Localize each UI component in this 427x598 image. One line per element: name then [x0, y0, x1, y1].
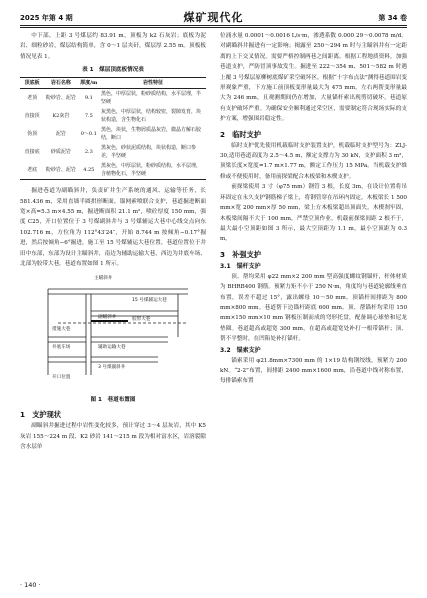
paragraph: 位涌水量 0.0001～0.0016 L/s·m，渗透系数 0.000 29～0.0078 m/d。对副瞄斜井掘进有一定影响；揭露至 250～294 m 时与主瞄斜井有一定距离的上下交叉情况。需要严格控制两巷之间距离。根据工程地质资料，加强巷道支护，严防冒顶事故发生。掘进至 222～354 m、501～582 m 时遇上覆 3 号煤层原柳树底煤矿采空破坏区，根据“十字布点法”测得巷道围岩变形观象严重，下方施工前顶板变形量最大为 475 mm，左右两帮变形量最大为 246 mm，且观测期间仍在增加，大量锚杆索出现剪切破坏，巷道原有支护破坏严重。为确保安全顺利通过采空区，需要制定符合现场实际的支护方案，增强围岩稳定性。: [220, 33, 407, 123]
paragraph: 顶、帮均采用 φ22 mm×2 200 mm 型高强度螺纹钢锚杆，杆体材质为 BHRB400 钢筋。预紧力矩不小于 250 N·m，角度均与巷道轮廓线垂直布置，误差不超过 15°，露出螺母 10～50 mm。顶锚杆间排距为 800 mm×800 mm。巷道帮下边锚杆距底 600 mm。顶、帮锚杆均采用 150 mm×150 mm×10 mm 钢板压制而成的弯形托盘，配备调心球垫和尼龙垫圈。巷道超高或超宽 300 mm，在超高或超宽处补打一根带锚杆；顶、帮不平整时，在凹陷处补打锚杆。: [220, 273, 407, 343]
table-cell: 老底: [20, 161, 44, 180]
table-row: [20, 125, 206, 143]
table-header-cell: 厚度/m: [78, 78, 100, 89]
figure-label: 3 号煤副斜井: [98, 365, 126, 371]
table-cell: 粉砂岩、泥岩: [45, 95, 76, 102]
paragraph: 副瞄斜井掘进过程中岩性变化较多，预计穿过 3～4 层灰岩，其中 K5 灰岩 155～224 m 段、K2 砂岩 141～215 m 段为相对富水区，岩溶裂隙含水层单: [20, 423, 206, 451]
table-row: [20, 89, 206, 108]
subsection-heading: 3.1 锚杆支护: [220, 262, 261, 270]
table-row: [20, 161, 206, 180]
table-cell: 直接顶: [24, 113, 40, 120]
table-caption: 表 1 煤层顶底板情况表: [82, 67, 144, 74]
header-rule-thin: [20, 27, 407, 28]
table-cell: 黑色，中厚层状，粉砂质结构，水平层理，半坚硬: [100, 91, 201, 106]
right-column: [220, 31, 407, 387]
table-cell: 黑灰色，中厚层状，粉砂质结构，水平层理，含植物化石，半坚硬: [100, 161, 206, 180]
page-number: · 140 ·: [20, 581, 41, 589]
table-header-cell: 岩性特征: [100, 78, 206, 89]
table-cell: 老顶: [27, 95, 38, 102]
table-header-cell: 岩石名称: [44, 78, 77, 89]
journal-title: 煤矿现代化: [183, 11, 244, 24]
volume-label: 第 34 卷: [378, 14, 407, 22]
page-header: [20, 9, 407, 25]
table-cell: 0～0.1: [80, 131, 97, 138]
figure-label: 开口位置: [52, 375, 71, 381]
paragraph: 中下部，上距 3 号煤层约 83.91 m，顶板为 k2 石灰岩；底板为泥岩、细粒砂岩，煤层结构简单，含 0～1 层夹矸，煤层厚 2.55 m。顶板板情况见表 1。: [20, 33, 206, 60]
roadway-layout-figure: [28, 275, 198, 393]
table-cell: 4.25: [78, 161, 100, 180]
table-cell: 黑灰色，砂状泥质结构，块状构造，断口参差，半坚硬: [100, 145, 196, 160]
table-row: [20, 143, 206, 161]
subsection-heading: 3.2 锚索支护: [220, 346, 261, 354]
table-cell: K2灰岩: [52, 113, 70, 120]
figure-label: 辅助运输大巷: [98, 345, 126, 351]
table-cell: 9.1: [84, 95, 93, 102]
figure-label: 措施大巷: [52, 327, 71, 333]
table-cell: 灰黑色，中厚层状，结构较密，裂隙发育，块状构造，含生物化石: [100, 109, 201, 124]
figure-label: 副瞄斜井: [98, 315, 117, 321]
paragraph: 锚索采用 φ21.8mm×7300 mm 的 1×19 结构钢绞线，预紧力 200 kN。“2-2”布置，间排距 2400 mm×1600 mm，沿巷道中线对称布置，每排锚索布置: [220, 357, 407, 385]
table-cell: 伪顶: [27, 131, 38, 138]
table-cell: 7.5: [84, 113, 93, 120]
table-cell: 砂质泥岩: [50, 149, 71, 156]
figure-caption: 图 1 巷道布置图: [90, 397, 136, 404]
paragraph: 掘进巷道为副瞄斜井，负责矿井生产系统的通风、运输等任务，长 581.436 m，采用直墙半圆拱形断面，锚网索喷联合支护，巷道掘进断面宽×高=5.3 m×4.55 m，掘进断面积 21.1 m²，喷砼厚度 150 mm，强度 C25，开口位置位于 3 号煤副斜井与 3 号煤辅运大巷中心线交点向东 102.716 m，方位角为 112°43′24″，开始 8.744 m 按倾角−0.17°掘进，然后按倾角−6°掘进，施工至 15 号煤辅运大巷位置。巷道位置位于井田中东部，东部为设计主瞄斜井，南边为辅助运输大巷，西边为井底车场、北部为胶带大巷。巷道布置如图 1 所示。: [20, 188, 206, 268]
section-heading: 2 临时支护: [220, 129, 261, 139]
table-header-cell: 顶底板: [20, 78, 44, 89]
figure-label: 主瞄斜井: [94, 276, 113, 282]
section-heading: 3 补强支护: [220, 249, 261, 259]
table-cell: 泥岩: [55, 131, 66, 138]
paragraph: 前探梁使用 3 寸（φ75 mm）钢管 3 根，长度 3m，在设计位置将吊环固定在永久支护钢筋梯子梁上，将钢管穿在吊环内固定。木板梁长 1 500 mm×宽 200 mm×厚 50 mm，梁上方木板梁超出顶面失，木楔刹牢固，木板梁间隔不大于 100 mm，严禁空顶作业。机载前探梁间距 2 根不于，最大最小空顶距如图 3 所示，最大空顶距为 1.1 m，最小空顶距为 0.3 m。: [220, 184, 407, 243]
left-column: [20, 31, 206, 453]
table-cell: 粉砂岩、泥岩: [44, 161, 77, 180]
figure-label: 井底车场: [52, 345, 71, 351]
issue-label: 2025 年第 4 期: [20, 14, 73, 22]
table-cell: 直接底: [24, 149, 40, 156]
table-cell: 黑色，块状，生物屑质晶灰岩，微晶方解石胶结，断口: [100, 127, 201, 142]
paragraph: 临时支护优先使用机载临时支护装置支护，机载临时支护型号为：ZLJ-30,适用巷道高度为 2.5～4.5 m，额定支撑力为 30 kN，支护面积 3 m²，顶梁长度×宽度=1.7 m×1.77 m，额定工作压力 15 MPa。当机载支护维修或不便使用时，备用前探梁配合木板梁和木楔支护。: [220, 142, 407, 180]
table-row: [20, 107, 206, 125]
figure-label: 15 号煤辅运大巷: [132, 298, 167, 304]
header-rule: [20, 25, 407, 26]
section-heading: 1 支护现状: [20, 410, 61, 420]
strata-table: [20, 77, 206, 180]
figure-label: 胶带大巷: [132, 317, 151, 323]
table-cell: 2.3: [84, 149, 93, 156]
